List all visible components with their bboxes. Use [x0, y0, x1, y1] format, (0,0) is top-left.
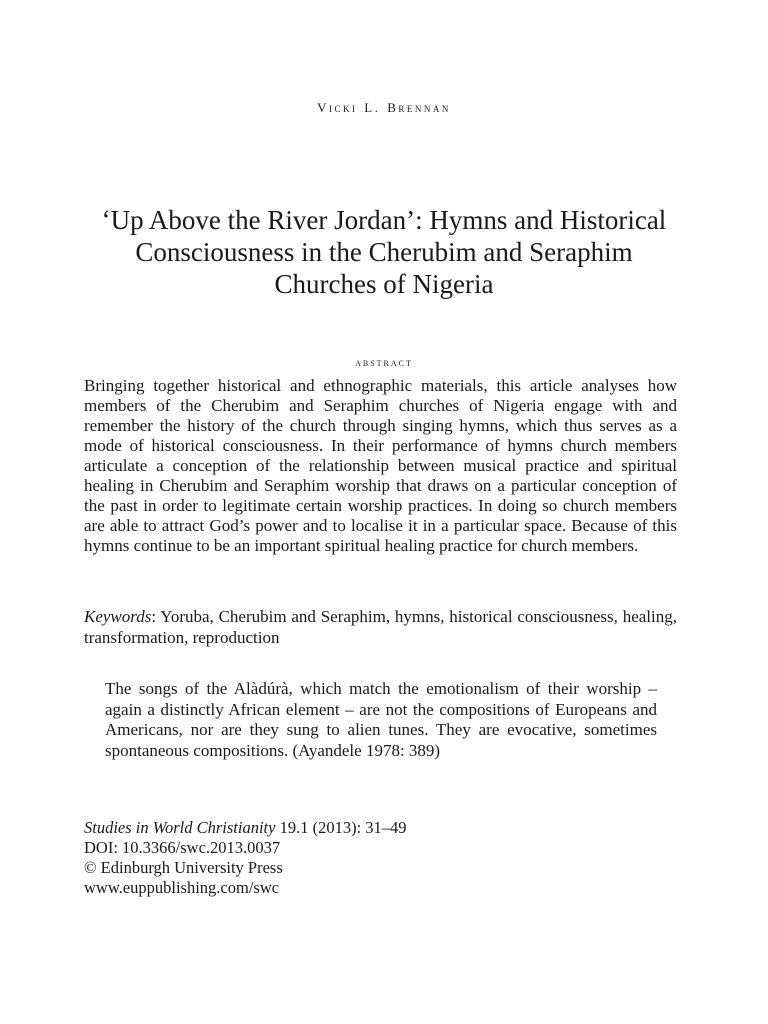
epigraph-quote: The songs of the Alàdúrà, which match the emotionalism of their worship – again a distinctly African element – are not the compositions of Europeans and Americans, nor are they sung to alien tunes. They are evocative, sometimes spontaneous compositions. (Ayandele 1978: 389): [105, 679, 657, 760]
publisher-url-link[interactable]: www.euppublishing.com/swc: [84, 878, 280, 897]
citation-line: [84, 818, 584, 838]
abstract-heading: abstract: [355, 357, 413, 369]
keywords-line: [84, 606, 677, 648]
article-title: ‘Up Above the River Jordan’: Hymns and Historical Consciousness in the Cherubim and Seraphim Churches of Nigeria: [101, 205, 667, 299]
keywords-separator: :: [151, 607, 161, 626]
publication-info: [84, 818, 584, 898]
author-name: Vicki L. Brennan: [317, 100, 451, 115]
journal-name: Studies in World Christianity: [84, 818, 276, 837]
publisher-line: © Edinburgh University Press: [84, 858, 283, 877]
abstract-text: Bringing together historical and ethnographic materials, this article analyses how members of the Cherubim and Seraphim churches of Nigeria engage with and remember the history of the church through singing hymns, which thus serves as a mode of historical consciousness. In their performance of hymns church members articulate a conception of the relationship between musical practice and spiritual healing in Cherubim and Seraphim worship that draws on a particular conception of the past in order to legitimate certain worship practices. In doing so church members are able to attract God’s power and to localise it in a particular space. Because of this hymns continue to be an important spiritual healing practice for church members.: [84, 376, 677, 555]
keywords-label: Keywords: [84, 607, 152, 626]
journal-issue: 19.1 (2013): 31–49: [275, 818, 407, 837]
keywords-text: Yoruba, Cherubim and Seraphim, hymns, historical consciousness, healing, transformation, reproduction: [84, 607, 677, 647]
doi-line: DOI: 10.3366/swc.2013.0037: [84, 838, 281, 857]
